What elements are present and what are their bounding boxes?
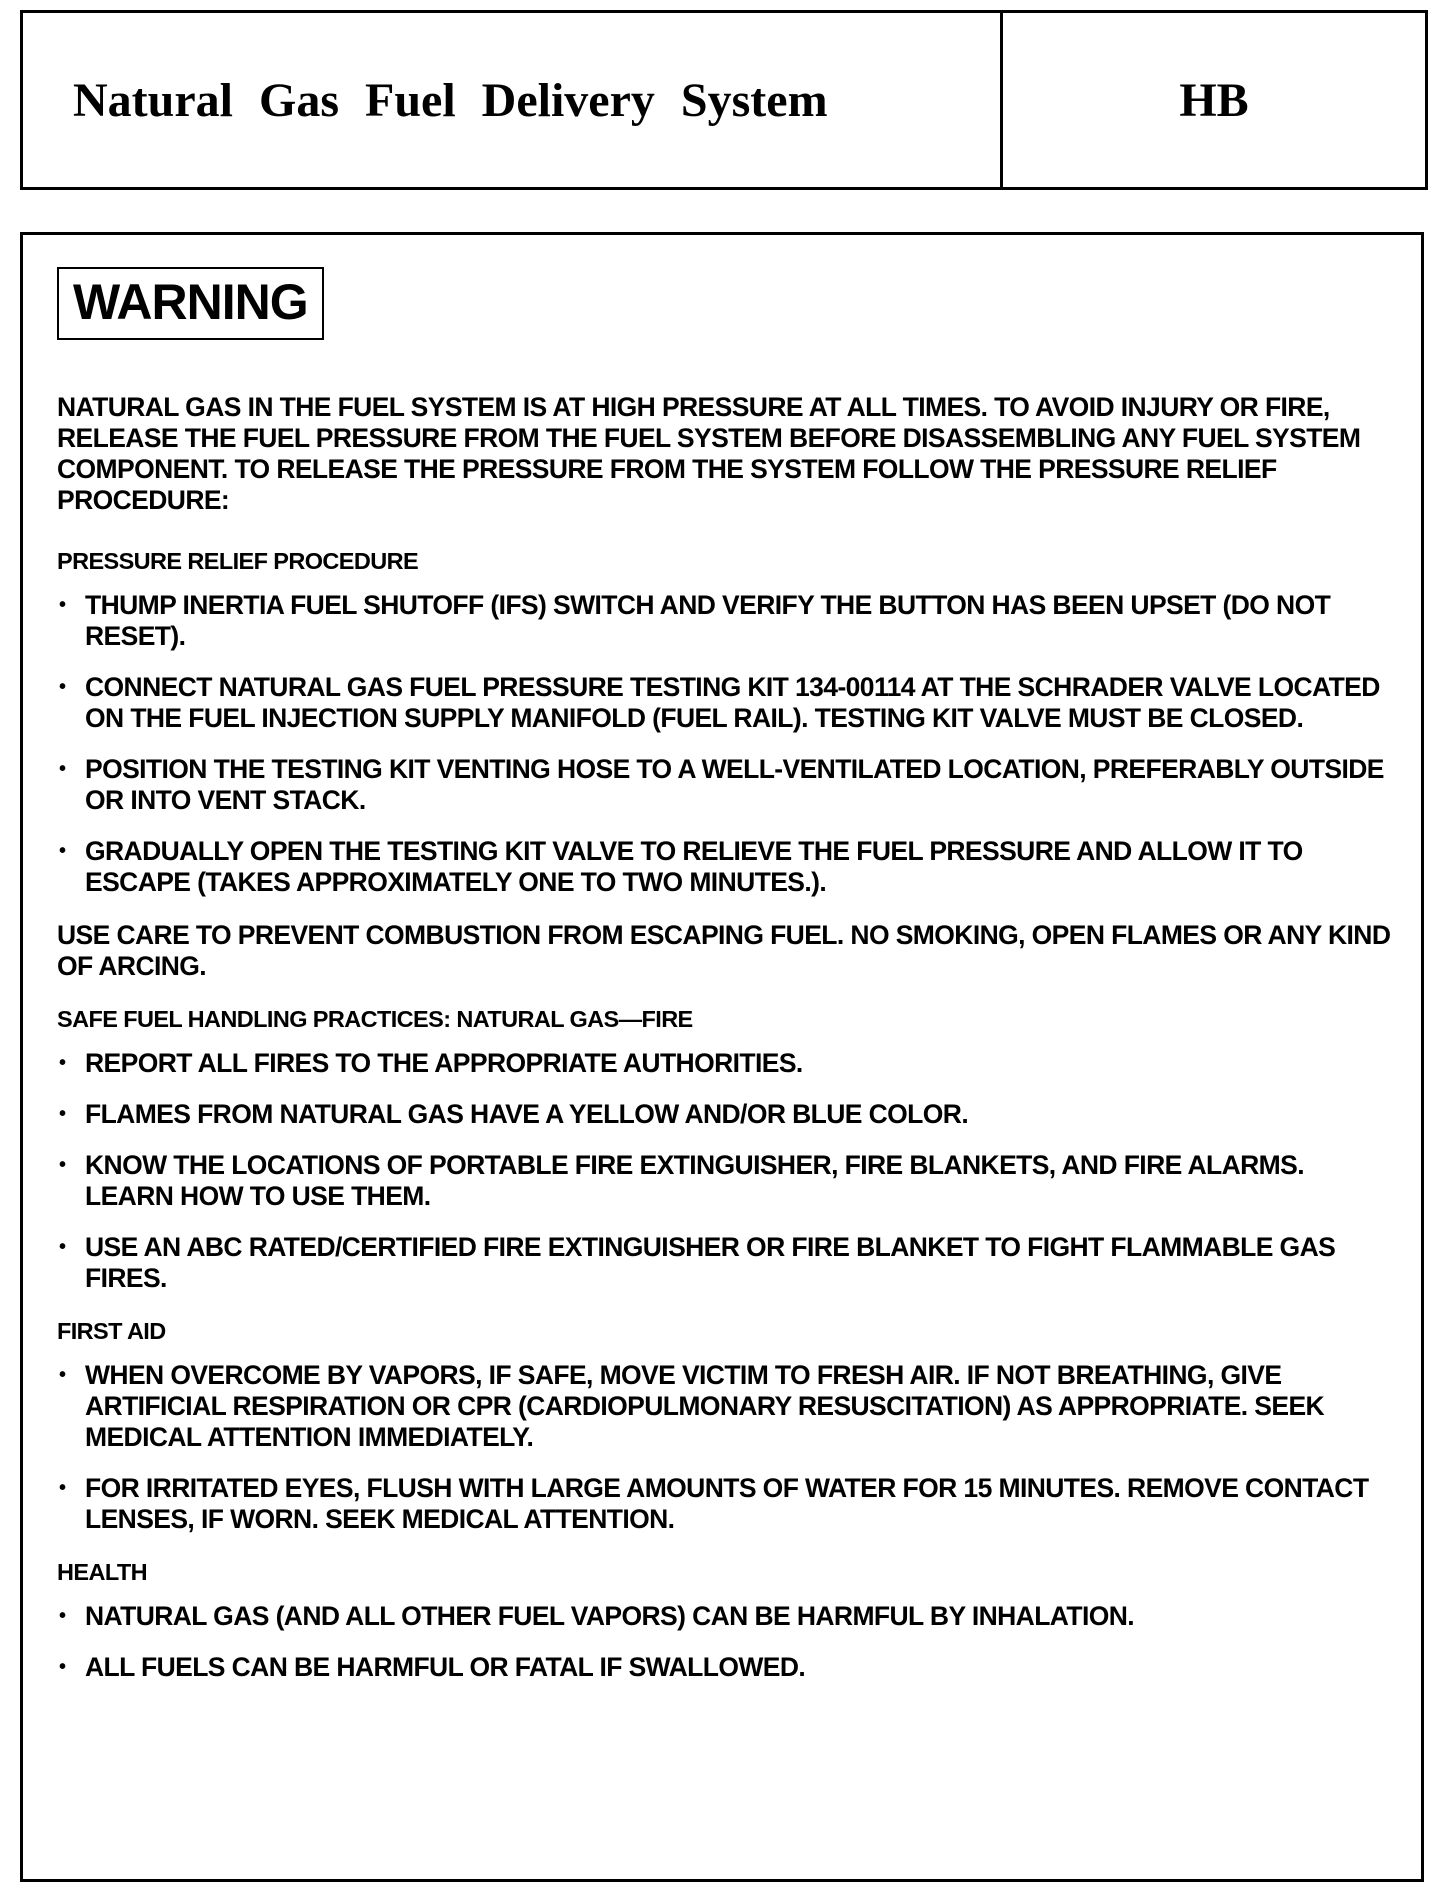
fire-heading: SAFE FUEL HANDLING PRACTICES: NATURAL GAS—FIRE [57, 1006, 693, 1032]
bullet-icon: • [59, 758, 66, 780]
warning-box [20, 232, 1424, 1882]
list-item [57, 1360, 1395, 1453]
list-item-text: NATURAL GAS (AND ALL OTHER FUEL VAPORS) CAN BE HARMFUL BY INHALATION. [85, 1601, 1135, 1631]
bullet-icon: • [59, 1656, 66, 1678]
bullet-icon: • [59, 1364, 66, 1386]
warning-label: WARNING [57, 267, 324, 340]
bullet-icon: • [59, 1236, 66, 1258]
health-heading: HEALTH [57, 1559, 147, 1585]
list-item [57, 1099, 1395, 1130]
bullet-icon: • [59, 840, 66, 862]
list-item-text: FOR IRRITATED EYES, FLUSH WITH LARGE AMOUNTS OF WATER FOR 15 MINUTES. REMOVE CONTACT LENSES, IF WORN. SEEK MEDICAL ATTENTION. [85, 1473, 1369, 1534]
first-aid-list [57, 1360, 1395, 1535]
fire-list [57, 1048, 1395, 1294]
first-aid-heading: FIRST AID [57, 1318, 166, 1344]
bullet-icon: • [59, 1154, 66, 1176]
section-code: HB [1179, 73, 1249, 127]
header-code-cell [1003, 13, 1425, 187]
list-item-text: KNOW THE LOCATIONS OF PORTABLE FIRE EXTINGUISHER, FIRE BLANKETS, AND FIRE ALARMS. LEARN HOW TO USE THEM. [85, 1150, 1304, 1211]
list-item [57, 1652, 1395, 1683]
list-item-text: CONNECT NATURAL GAS FUEL PRESSURE TESTING KIT 134-00114 AT THE SCHRADER VALVE LOCATED ON THE FUEL INJECTION SUPPLY MANIFOLD (FUEL RAIL). TESTING KIT VALVE MUST BE CLOSED. [85, 672, 1380, 733]
list-item-text: REPORT ALL FIRES TO THE APPROPRIATE AUTHORITIES. [85, 1048, 803, 1078]
bullet-icon: • [59, 676, 66, 698]
header-box [20, 10, 1428, 190]
list-item [57, 1601, 1395, 1632]
list-item [57, 836, 1395, 898]
header-title-cell [23, 13, 1003, 187]
list-item [57, 672, 1395, 734]
bullet-icon: • [59, 1052, 66, 1074]
list-item-text: GRADUALLY OPEN THE TESTING KIT VALVE TO RELIEVE THE FUEL PRESSURE AND ALLOW IT TO ESCAPE (TAKES APPROXIMATELY ONE TO TWO MINUTES.). [85, 836, 1303, 897]
list-item-text: WHEN OVERCOME BY VAPORS, IF SAFE, MOVE VICTIM TO FRESH AIR. IF NOT BREATHING, GIVE ARTIFICIAL RESPIRATION OR CPR (CARDIOPULMONARY RESUSCITATION) AS APPROPRIATE. SEEK MEDICAL ATTENTION IMMEDIATELY. [85, 1360, 1325, 1452]
list-item [57, 754, 1395, 816]
pressure-relief-list [57, 590, 1395, 898]
list-item-text: POSITION THE TESTING KIT VENTING HOSE TO A WELL-VENTILATED LOCATION, PREFERABLY OUTSIDE OR INTO VENT STACK. [85, 754, 1384, 815]
list-item-text: THUMP INERTIA FUEL SHUTOFF (IFS) SWITCH AND VERIFY THE BUTTON HAS BEEN UPSET (DO NOT RESET). [85, 590, 1331, 651]
bullet-icon: • [59, 1477, 66, 1499]
bullet-icon: • [59, 594, 66, 616]
bullet-icon: • [59, 1103, 66, 1125]
health-list [57, 1601, 1395, 1683]
document-title: Natural Gas Fuel Delivery System [73, 73, 828, 127]
list-item [57, 1048, 1395, 1079]
list-item [57, 1473, 1395, 1535]
warning-intro: NATURAL GAS IN THE FUEL SYSTEM IS AT HIGH PRESSURE AT ALL TIMES. TO AVOID INJURY OR FIRE, RELEASE THE FUEL PRESSURE FROM THE FUEL SYSTEM BEFORE DISASSEMBLING ANY FUEL SYSTEM COMPONENT. TO RELEASE THE PRESSURE FROM THE SYSTEM FOLLOW THE PRESSURE RELIEF PROCEDURE: [57, 392, 1361, 515]
list-item-text: USE AN ABC RATED/CERTIFIED FIRE EXTINGUISHER OR FIRE BLANKET TO FIGHT FLAMMABLE GAS FIRES. [85, 1232, 1336, 1293]
list-item [57, 590, 1395, 652]
list-item-text: FLAMES FROM NATURAL GAS HAVE A YELLOW AND/OR BLUE COLOR. [85, 1099, 969, 1129]
list-item [57, 1232, 1395, 1294]
pressure-relief-heading: PRESSURE RELIEF PROCEDURE [57, 548, 419, 574]
list-item [57, 1150, 1395, 1212]
bullet-icon: • [59, 1605, 66, 1627]
list-item-text: ALL FUELS CAN BE HARMFUL OR FATAL IF SWALLOWED. [85, 1652, 806, 1682]
care-note: USE CARE TO PREVENT COMBUSTION FROM ESCAPING FUEL. NO SMOKING, OPEN FLAMES OR ANY KIND OF ARCING. [57, 920, 1391, 981]
